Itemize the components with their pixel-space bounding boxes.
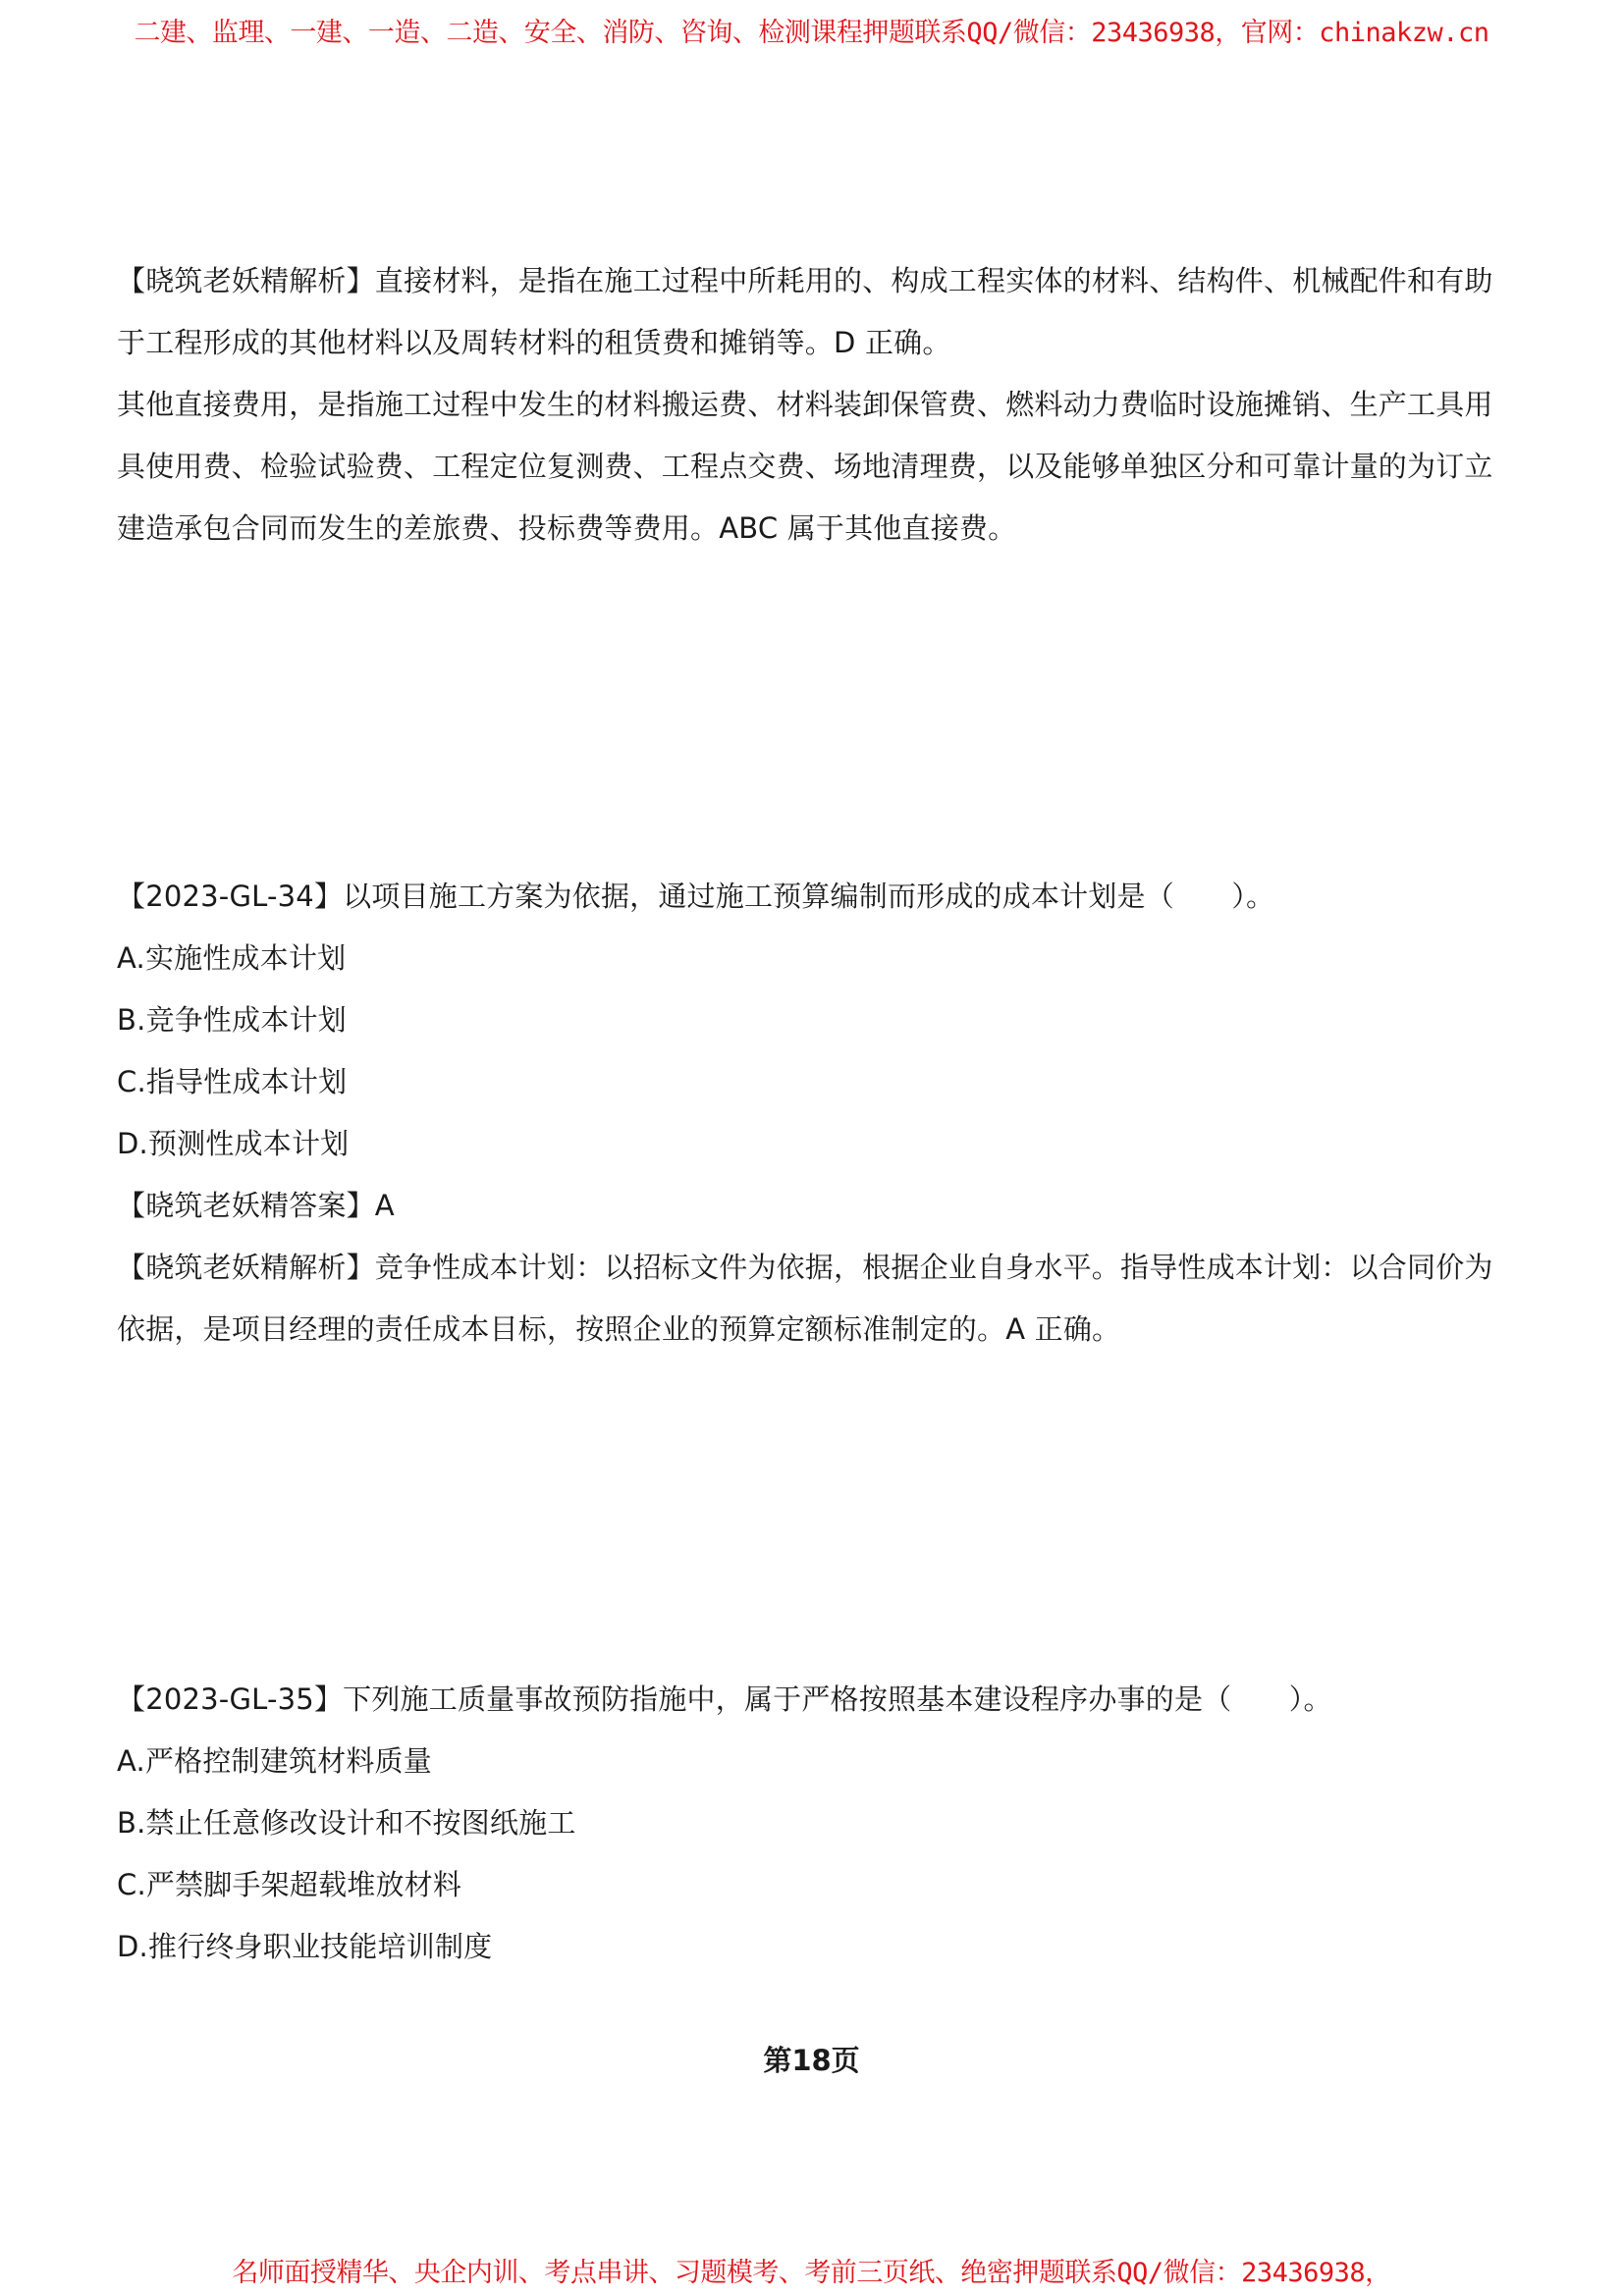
option-a: A.严格控制建筑材料质量	[117, 1744, 432, 1778]
option-c: C.指导性成本计划	[117, 1065, 348, 1098]
footer-banner: 名师面授精华、央企内训、考点串讲、习题模考、考前三页纸、绝密押题联系QQ/微信：23436938，	[232, 2258, 1391, 2288]
analysis-line: 依据，是项目经理的责任成本目标，按照企业的预算定额标准制定的。A 正确。	[117, 1312, 1121, 1346]
option-d: D.预测性成本计划	[117, 1127, 350, 1160]
option-a: A.实施性成本计划	[117, 941, 347, 975]
option-d: D.推行终身职业技能培训制度	[117, 1930, 493, 1963]
question-34	[117, 866, 1506, 1361]
analysis-line: 具使用费、检验试验费、工程定位复测费、工程点交费、场地清理费，以及能够单独区分和可靠计量的为订立	[117, 450, 1493, 483]
question-stem: 【2023-GL-35】下列施工质量事故预防指施中，属于严格按照基本建设程序办事的是（ ）。	[117, 1682, 1332, 1716]
option-b: B.禁止任意修改设计和不按图纸施工	[117, 1806, 576, 1840]
header-banner: 二建、监理、一建、一造、二造、安全、消防、咨询、检测课程押题联系QQ/微信：23436938，官网：chinakzw.cn	[134, 18, 1489, 48]
option-b: B.竞争性成本计划	[117, 1003, 347, 1037]
analysis-line: 【晓筑老妖精解析】竞争性成本计划：以招标文件为依据，根据企业自身水平。指导性成本计划：以合同价为	[117, 1251, 1493, 1284]
section-1-analysis	[117, 250, 1506, 560]
option-c: C.严禁脚手架超载堆放材料	[117, 1868, 462, 1901]
question-stem: 【2023-GL-34】以项目施工方案为依据，通过施工预算编制而形成的成本计划是（ ）。	[117, 880, 1275, 913]
page-number: 第18页	[763, 2044, 860, 2077]
analysis-line: 建造承包合同而发生的差旅费、投标费等费用。ABC 属于其他直接费。	[117, 511, 1017, 545]
analysis-line: 【晓筑老妖精解析】直接材料，是指在施工过程中所耗用的、构成工程实体的材料、结构件、机械配件和有助	[117, 264, 1493, 297]
answer: 【晓筑老妖精答案】A	[117, 1189, 395, 1222]
analysis-line: 其他直接费用，是指施工过程中发生的材料搬运费、材料装卸保管费、燃料动力费临时设施摊销、生产工具用	[117, 388, 1493, 421]
analysis-line: 于工程形成的其他材料以及周转材料的租赁费和摊销等。D 正确。	[117, 326, 951, 359]
question-35	[117, 1669, 1506, 1978]
